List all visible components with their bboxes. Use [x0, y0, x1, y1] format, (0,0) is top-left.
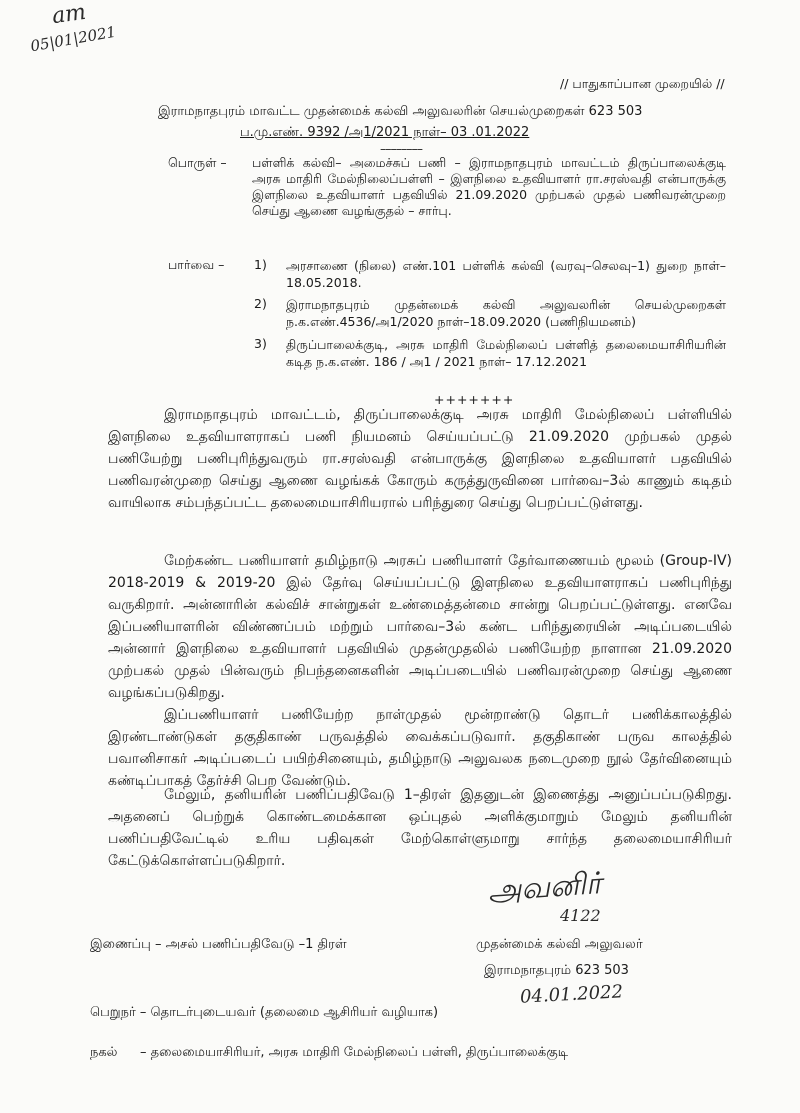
ref-item: அரசாணை (நிலை) எண்.101 பள்ளிக் கல்வி (வரவு–செலவு–1) துறை நாள்–18.05.2018.	[286, 258, 726, 290]
handwritten-initial: am	[50, 0, 88, 30]
ref-num: 1)	[254, 257, 267, 272]
signatory-title: முதன்மைக் கல்வி அலுவலர்	[476, 937, 643, 952]
handwritten-date: 05|01|2021	[29, 22, 118, 56]
body-paragraph: மேற்கண்ட பணியாளர் தமிழ்நாடு அரசுப் பணியாளர் தேர்வாணையம் மூலம் (Group-IV) 2018-2019 & 2019-20 இல் தேர்வு செய்யப்பட்டு இளநிலை உதவியாளராகப் பணிபுரிந்து வருகிறார். அன்னாரின் கல்விச் சான்றுகள் உண்மைத்தன்மை சான்று பெறப்பட்டுள்ளது. எனவே இப்பணியாளரின் விண்ணப்பம் மற்றும் பார்வை–3ல் கண்ட பரிந்துரையின் அடிப்படையில் அன்னார் இளநிலை உதவியாளர் பதவியில் முதன்முதலில் பணியேற்ற நாளான 21.09.2020 முற்பகல் முதல் பின்வரும் நிபந்தனைகளின் அடிப்படையில் பணிவரன்முறை செய்து ஆணை வழங்கப்படுகிறது.	[108, 553, 732, 701]
ref-item: இராமநாதபுரம் முதன்மைக் கல்வி அலுவலரின் செயல்முறைகள் ந.க.எண்.4536/அ1/2020 நாள்–18.09.2020 (பணிநியமனம்)	[286, 297, 726, 329]
body-paragraph: இராமநாதபுரம் மாவட்டம், திருப்பாலைக்குடி அரசு மாதிரி மேல்நிலைப் பள்ளியில் இளநிலை உதவியாளராகப் பணி நியமனம் செய்யப்பட்டு 21.09.2020 முற்பகல் முதல் பணியேற்று பணிபுரிந்துவரும் ரா.சரஸ்வதி என்பாருக்கு இளநிலை உதவியாளர் பதவியில் பணிவரன்முறை செய்து ஆணை வழங்கக் கோரும் கருத்துருவினை பார்வை–3ல் காணும் கடிதம் வாயிலாக சம்பந்தப்பட்ட தலைமையாசிரியரால் பரிந்துரை செய்து பெறப்பட்டுள்ளது.	[108, 407, 732, 511]
reference-number: ப.மு.எண். 9392 /அ1/2021 நாள்– 03 .01.2022	[240, 125, 530, 140]
subject-label: பொருள் –	[168, 155, 227, 170]
ref-num: 2)	[254, 296, 267, 311]
copy-label: நகல்	[90, 1045, 118, 1060]
signatory-place: இராமநாதபுரம் 623 503	[484, 963, 629, 978]
subject-text: பள்ளிக் கல்வி– அமைச்சுப் பணி – இராமநாதபுரம் மாவட்டம் திருப்பாலைக்குடி அரசு மாதிரி மேல்நிலைப்பள்ளி – இளநிலை உதவியாளர் ரா.சரஸ்வதி என்பாருக்கு இளநிலை உதவியாளர் பதவியில் 21.09.2020 முற்பகல் முதல் பணிவரன்முறை செய்து ஆணை வழங்குதல் – சார்பு.	[252, 155, 726, 218]
copy-text: – தலைமையாசிரியர், அரசு மாதிரி மேல்நிலைப் பள்ளி, திருப்பாலைக்குடி	[140, 1045, 569, 1060]
ref-item: திருப்பாலைக்குடி, அரசு மாதிரி மேல்நிலைப் பள்ளித் தலைமையாசிரியரின் கடித ந.க.எண். 186 / அ1 / 2021 நாள்– 17.12.2021	[286, 337, 726, 369]
signature-number: 4122	[560, 906, 601, 925]
body-paragraph: இப்பணியாளர் பணியேற்ற நாள்முதல் மூன்றாண்டு தொடர் பணிக்காலத்தில் இரண்டாண்டுகள் தகுதிகாண் பருவத்தில் வைக்கப்படுவார். தகுதிகாண் பருவ காலத்தில் பவானிசாகர் அடிப்படைப் பயிற்சினையும், தமிழ்நாடு அலுவலக நடைமுறை நூல் தேர்வினையும் கண்டிப்பாகத் தேர்ச்சி பெற வேண்டும்.	[108, 707, 732, 789]
enclosure-note: இணைப்பு – அசல் பணிப்பதிவேடு –1 திரள்	[90, 937, 347, 952]
separator: +++++++	[434, 392, 515, 407]
references-label: பார்வை –	[168, 257, 225, 272]
signature: அவனிர்	[486, 866, 603, 909]
signed-date: 04.01.2022	[519, 981, 624, 1008]
body-paragraph: மேலும், தனியரின் பணிப்பதிவேடு 1–திரள் இதனுடன் இணைத்து அனுப்பப்படுகிறது. அதனைப் பெற்றுக் கொண்டமைக்கான ஒப்புதல் அளிக்குமாறும் மேலும் தனியரின் பணிப்பதிவேட்டில் உரிய பதிவுகள் மேற்கொள்ளுமாறு சார்ந்த தலைமையாசிரியர் கேட்டுக்கொள்ளப்படுகிறார்.	[108, 787, 732, 869]
recipient-line: பெறுநர் – தொடர்புடையவர் (தலைமை ஆசிரியர் வழியாக)	[90, 1005, 439, 1020]
ref-dashes: ––––––––	[380, 141, 422, 156]
security-note: // பாதுகாப்பான முறையில் //	[560, 76, 725, 91]
ref-num: 3)	[254, 336, 267, 351]
office-title: இராமநாதபுரம் மாவட்ட முதன்மைக் கல்வி அலுவலரின் செயல்முறைகள் 623 503	[158, 104, 643, 119]
